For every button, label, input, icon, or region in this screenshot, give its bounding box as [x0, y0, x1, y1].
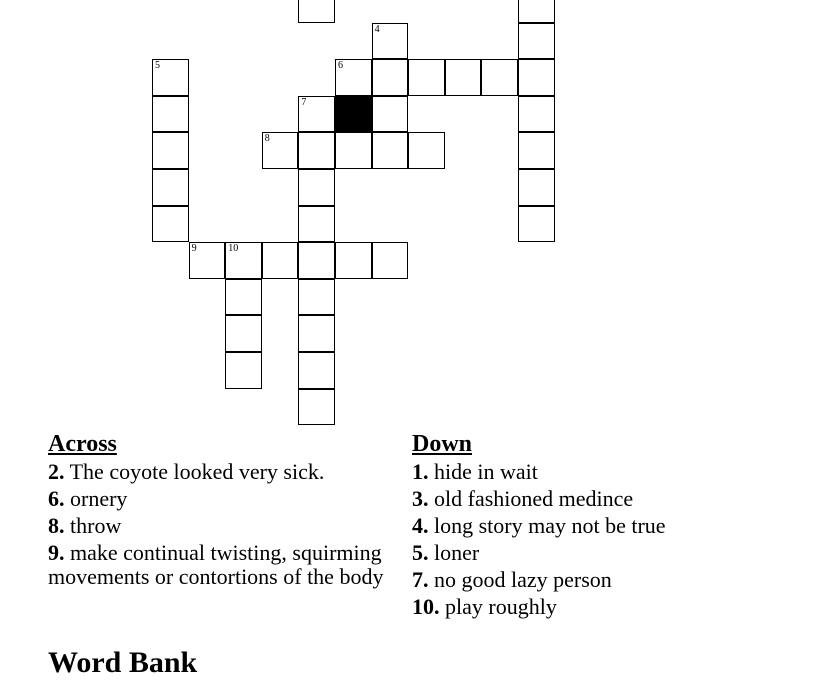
grid-cell[interactable]: [372, 242, 409, 279]
across-clue-2: 2. The coyote looked very sick.: [48, 459, 325, 484]
grid-cell[interactable]: [408, 59, 445, 96]
grid-cell[interactable]: [225, 315, 262, 352]
grid-cell[interactable]: [518, 96, 555, 133]
down-clue-10: 10. play roughly: [412, 594, 557, 619]
grid-cell[interactable]: [372, 96, 409, 133]
grid-cell[interactable]: [445, 59, 482, 96]
cell-number: 9: [191, 243, 197, 255]
grid-cell[interactable]: [481, 59, 518, 96]
grid-cell[interactable]: [518, 132, 555, 169]
grid-cell[interactable]: [152, 169, 189, 206]
grid-cell[interactable]: [152, 132, 189, 169]
down-clue-3: 3. old fashioned medince: [412, 486, 634, 511]
grid-cell[interactable]: [262, 132, 299, 169]
grid-cell[interactable]: [372, 59, 409, 96]
cell-number: 5: [155, 60, 160, 72]
across-clue-6: 6. ornery: [48, 486, 128, 511]
grid-cell[interactable]: [518, 206, 555, 243]
grid-cell[interactable]: [225, 242, 262, 279]
cell-number: 8: [264, 133, 270, 145]
grid-cell[interactable]: [225, 279, 262, 316]
grid-cell[interactable]: [335, 242, 372, 279]
down-clue-4: 4. long story may not be true: [412, 513, 666, 538]
word-bank-heading: Word Bank: [48, 646, 198, 679]
grid-cell[interactable]: [298, 96, 335, 133]
grid-cell[interactable]: [225, 352, 262, 389]
grid-cell[interactable]: [152, 206, 189, 243]
grid-cell[interactable]: [518, 59, 555, 96]
cell-number: 7: [301, 96, 307, 108]
grid-cell[interactable]: [518, 0, 555, 23]
grid-cell[interactable]: [262, 242, 299, 279]
grid-cell[interactable]: [408, 132, 445, 169]
grid-cell[interactable]: [298, 315, 335, 352]
grid-cell[interactable]: [372, 23, 409, 60]
down-heading: Down: [412, 431, 473, 457]
grid-cell[interactable]: [298, 279, 335, 316]
down-clue-1: 1. hide in wait: [412, 459, 538, 484]
grid-cell[interactable]: [152, 59, 189, 96]
grid-cell[interactable]: [298, 389, 335, 426]
across-clues: [48, 430, 393, 592]
down-clues: [412, 430, 792, 622]
cell-number: 6: [338, 60, 343, 72]
across-clue-9: 9. make continual twisting, squirming movements or contortions of the body: [48, 540, 384, 589]
cell-number: 4: [374, 23, 380, 35]
grid-cell[interactable]: [372, 132, 409, 169]
grid-cell[interactable]: [298, 242, 335, 279]
down-clue-5: 5. loner: [412, 540, 480, 565]
across-heading: Across: [48, 431, 117, 457]
grid-cell[interactable]: [152, 96, 189, 133]
grid-cell[interactable]: [298, 169, 335, 206]
grid-cell-black: [335, 96, 372, 133]
grid-cell[interactable]: [298, 132, 335, 169]
grid-cell[interactable]: [335, 59, 372, 96]
grid-cell[interactable]: [298, 206, 335, 243]
across-clue-8: 8. throw: [48, 513, 122, 538]
grid-cell[interactable]: [518, 23, 555, 60]
grid-cell[interactable]: [335, 132, 372, 169]
grid-cell[interactable]: [298, 0, 335, 23]
grid-cell[interactable]: [298, 352, 335, 389]
cell-number: 10: [228, 243, 239, 255]
grid-cell[interactable]: [518, 169, 555, 206]
down-clue-7: 7. no good lazy person: [412, 567, 612, 592]
grid-cell[interactable]: [189, 242, 226, 279]
